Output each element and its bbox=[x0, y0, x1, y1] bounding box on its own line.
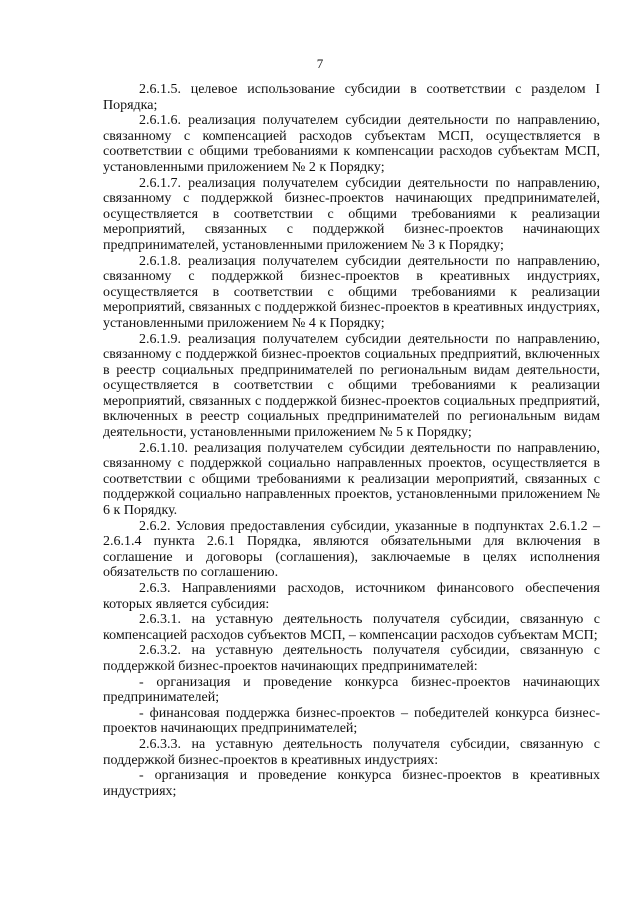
paragraph-2-6-3-2: 2.6.3.2. на уставную деятельность получателя субсидии, связанную с поддержкой бизнес-проектов начинающих предпринимателей: bbox=[103, 643, 600, 674]
paragraph-2-6-1-7: 2.6.1.7. реализация получателем субсидии деятельности по направлению, связанному с поддержкой бизнес-проектов начинающих предпринимателей, осуществляется в соответствии с общими требованиями к реализации мероприятий, связанных с поддержкой бизнес-проектов начинающих предпринимателей, установленными приложением № 3 к Порядку; bbox=[103, 175, 600, 253]
paragraph-2-6-1-10: 2.6.1.10. реализация получателем субсидии деятельности по направлению, связанному с поддержкой социально направленных проектов, осуществляется в соответствии с общими требованиями к реализации мероприятий, связанных с поддержкой социально направленных проектов, установленными приложением № 6 к Порядку. bbox=[103, 440, 600, 519]
paragraph-2-6-3-3: 2.6.3.3. на уставную деятельность получателя субсидии, связанную с поддержкой бизнес-проектов в креативных индустриях: bbox=[103, 736, 600, 768]
list-item-contest-creative: - организация и проведение конкурса бизнес-проектов в креативных индустриях; bbox=[103, 768, 600, 799]
paragraph-2-6-1-6: 2.6.1.6. реализация получателем субсидии деятельности по направлению, связанному с компенсацией расходов субъектам МСП, осуществляется в соответствии с общими требованиями к компенсации расходов субъектам МСП, установленными приложением № 2 к Порядку; bbox=[103, 113, 600, 175]
paragraph-2-6-1-9: 2.6.1.9. реализация получателем субсидии деятельности по направлению, связанному с поддержкой бизнес-проектов социальных предприятий, включенных в реестр социальных предпринимателей по региональным видам деятельности, осуществляется в соответствии с общими требованиями к реализации мероприятий, связанных с поддержкой бизнес-проектов социальных предприятий, включенных в реестр социальных предпринимателей по региональным видам деятельности, установленными приложением № 5 к Порядку; bbox=[103, 331, 600, 441]
document-body bbox=[103, 82, 600, 799]
paragraph-2-6-2: 2.6.2. Условия предоставления субсидии, указанные в подпунктах 2.6.1.2 – 2.6.1.4 пункта 2.6.1 Порядка, являются обязательными для включения в соглашение и договоры (соглашения), заключаемые в целях исполнения обязательств по соглашению. bbox=[103, 518, 600, 581]
list-item-financial-support: - финансовая поддержка бизнес-проектов – победителей конкурса бизнес-проектов начинающих предпринимателей; bbox=[103, 705, 600, 737]
paragraph-2-6-3: 2.6.3. Направлениями расходов, источником финансового обеспечения которых является субсидия: bbox=[103, 581, 600, 612]
paragraph-2-6-1-8: 2.6.1.8. реализация получателем субсидии деятельности по направлению, связанному с поддержкой бизнес-проектов в креативных индустриях, осуществляется в соответствии с общими требованиями к реализации мероприятий, связанных с поддержкой бизнес-проектов в креативных индустриях, установленными приложением № 4 к Порядку; bbox=[103, 253, 600, 331]
list-item-contest-beginners: - организация и проведение конкурса бизнес-проектов начинающих предпринимателей; bbox=[103, 674, 600, 706]
paragraph-2-6-1-5: 2.6.1.5. целевое использование субсидии в соответствии с разделом I Порядка; bbox=[103, 82, 600, 113]
page-number: 7 bbox=[316, 56, 324, 71]
paragraph-2-6-3-1: 2.6.3.1. на уставную деятельность получателя субсидии, связанную с компенсацией расходов субъектов МСП, – компенсации расходов субъектам МСП; bbox=[103, 612, 600, 643]
